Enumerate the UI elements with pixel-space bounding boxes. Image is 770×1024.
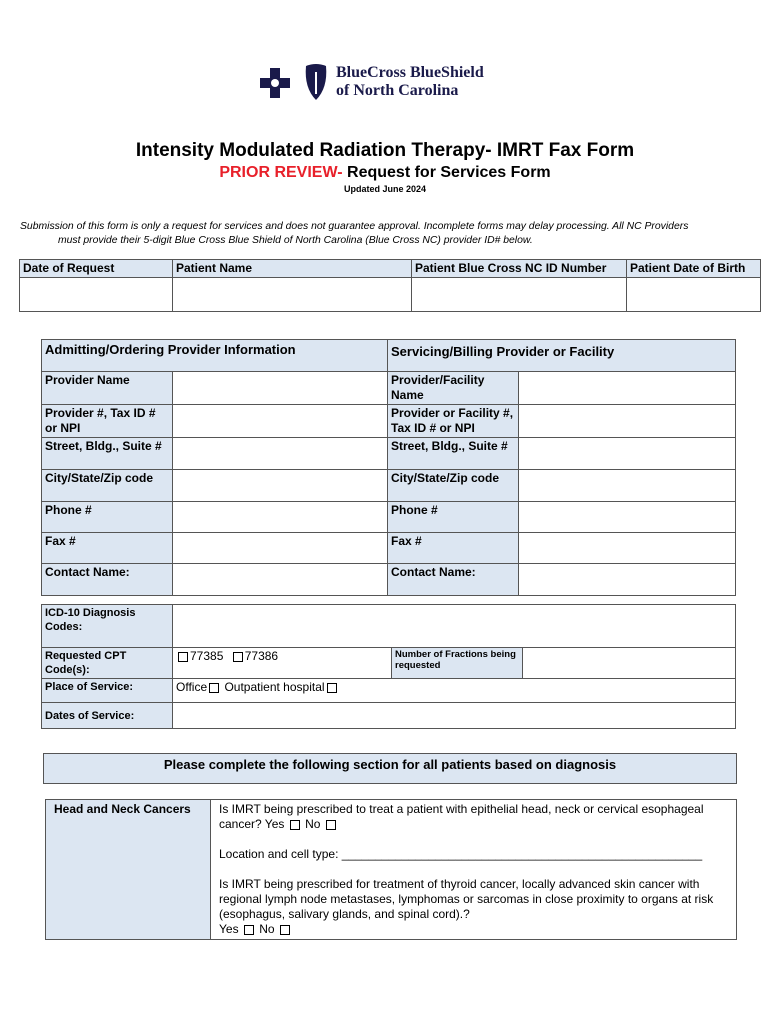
servicing-city-field[interactable] bbox=[519, 470, 736, 502]
servicing-street-field[interactable] bbox=[519, 438, 736, 470]
section-banner: Please complete the following section for all patients based on diagnosis bbox=[43, 753, 737, 784]
head-neck-table bbox=[45, 799, 737, 940]
provider-id-label: Provider #, Tax ID # or NPI bbox=[42, 405, 173, 438]
admitting-contact-label: Contact Name: bbox=[42, 564, 173, 596]
facility-name-field[interactable] bbox=[519, 372, 736, 405]
q2-label: Is IMRT being prescribed for treatment of thyroid cancer, locally advanced skin cancer with regional lymph node metastases, lymphomas or sarcomas in close proximity to organs at risk (esophagus, salivary glands, and spinal cord).? bbox=[219, 877, 714, 921]
prior-review-label: PRIOR REVIEW- bbox=[219, 164, 343, 181]
q1-yes-checkbox[interactable] bbox=[290, 820, 300, 830]
admitting-fax-field[interactable] bbox=[173, 533, 388, 564]
icd-field[interactable] bbox=[173, 605, 736, 648]
location-cell-type: Location and cell type: ______________________________________________________ bbox=[219, 847, 703, 861]
dates-field[interactable] bbox=[173, 703, 736, 729]
request-table bbox=[19, 259, 761, 312]
q1-no-checkbox[interactable] bbox=[326, 820, 336, 830]
diagnosis-table bbox=[41, 604, 736, 729]
org-name-line1: BlueCross BlueShield bbox=[336, 64, 484, 81]
servicing-contact-label: Contact Name: bbox=[388, 564, 519, 596]
servicing-city-label: City/State/Zip code bbox=[388, 470, 519, 502]
admitting-city-label: City/State/Zip code bbox=[42, 470, 173, 502]
page-title: Intensity Modulated Radiation Therapy- IMRT Fax Form bbox=[135, 140, 635, 161]
header-date-of-request: Date of Request bbox=[20, 260, 173, 278]
provider-table bbox=[41, 339, 736, 596]
cpt-label: Requested CPT Code(s): bbox=[42, 648, 173, 679]
cpt-77385-label: 77385 bbox=[190, 649, 224, 663]
servicing-phone-field[interactable] bbox=[519, 502, 736, 533]
q1-text bbox=[219, 802, 728, 832]
facility-id-field[interactable] bbox=[519, 405, 736, 438]
bcbs-logo-icon bbox=[260, 62, 334, 106]
note-line-2: must provide their 5-digit Blue Cross Blue Shield of North Carolina (Blue Cross NC) provider ID# below. bbox=[58, 235, 533, 246]
q2-no-label: No bbox=[259, 922, 275, 936]
admitting-city-field[interactable] bbox=[173, 470, 388, 502]
page-subtitle bbox=[0, 164, 770, 182]
provider-name-field[interactable] bbox=[173, 372, 388, 405]
pos-label: Place of Service: bbox=[42, 679, 173, 703]
pos-office-checkbox[interactable] bbox=[209, 683, 219, 693]
admitting-street-field[interactable] bbox=[173, 438, 388, 470]
updated-date: Updated June 2024 bbox=[343, 184, 427, 194]
pos-outpatient-label: Outpatient hospital bbox=[224, 680, 325, 694]
admitting-fax-label: Fax # bbox=[42, 533, 173, 564]
servicing-fax-field[interactable] bbox=[519, 533, 736, 564]
admitting-phone-field[interactable] bbox=[173, 502, 388, 533]
cpt-options bbox=[173, 648, 392, 679]
admitting-street-label: Street, Bldg., Suite # bbox=[42, 438, 173, 470]
head-neck-questions bbox=[211, 800, 737, 940]
admitting-header: Admitting/Ordering Provider Information bbox=[42, 340, 388, 372]
provider-id-field[interactable] bbox=[173, 405, 388, 438]
org-name-line2: of North Carolina bbox=[336, 82, 459, 99]
servicing-fax-label: Fax # bbox=[388, 533, 519, 564]
fractions-field[interactable] bbox=[523, 648, 736, 679]
q2-yes-checkbox[interactable] bbox=[244, 925, 254, 935]
servicing-street-label: Street, Bldg., Suite # bbox=[388, 438, 519, 470]
submission-note bbox=[20, 220, 755, 248]
servicing-phone-label: Phone # bbox=[388, 502, 519, 533]
facility-name-label: Provider/Facility Name bbox=[388, 372, 519, 405]
pos-outpatient-checkbox[interactable] bbox=[327, 683, 337, 693]
cpt-77386-checkbox[interactable] bbox=[233, 652, 243, 662]
patient-name-field[interactable] bbox=[173, 278, 412, 312]
q1-label: Is IMRT being prescribed to treat a patient with epithelial head, neck or cervical esophageal cancer? Yes bbox=[219, 802, 704, 831]
org-name bbox=[336, 64, 484, 100]
cpt-77386-label: 77386 bbox=[244, 649, 279, 663]
admitting-contact-field[interactable] bbox=[173, 564, 388, 596]
icd-label: ICD-10 Diagnosis Codes: bbox=[42, 605, 173, 648]
q1-no-label: No bbox=[305, 817, 321, 831]
admitting-phone-label: Phone # bbox=[42, 502, 173, 533]
head-neck-label: Head and Neck Cancers bbox=[46, 800, 211, 940]
pos-options bbox=[173, 679, 736, 703]
header-patient-dob: Patient Date of Birth bbox=[627, 260, 761, 278]
header-patient-name: Patient Name bbox=[173, 260, 412, 278]
header-patient-id: Patient Blue Cross NC ID Number bbox=[412, 260, 627, 278]
q2-no-checkbox[interactable] bbox=[280, 925, 290, 935]
fractions-label: Number of Fractions being requested bbox=[392, 648, 523, 679]
q2-answers bbox=[219, 922, 728, 937]
dates-label: Dates of Service: bbox=[42, 703, 173, 729]
provider-name-label: Provider Name bbox=[42, 372, 173, 405]
q2-yes-label: Yes bbox=[219, 922, 239, 936]
patient-dob-field[interactable] bbox=[627, 278, 761, 312]
patient-id-field[interactable] bbox=[412, 278, 627, 312]
date-of-request-field[interactable] bbox=[20, 278, 173, 312]
subtitle-rest: Request for Services Form bbox=[342, 164, 551, 181]
pos-office-label: Office bbox=[176, 680, 208, 694]
cpt-77385-checkbox[interactable] bbox=[178, 652, 188, 662]
note-line-1: Submission of this form is only a request for services and does not guarantee approval. Incomplete forms may delay processing. All NC Providers bbox=[20, 221, 689, 232]
facility-id-label: Provider or Facility #, Tax ID # or NPI bbox=[388, 405, 519, 438]
servicing-contact-field[interactable] bbox=[519, 564, 736, 596]
servicing-header: Servicing/Billing Provider or Facility bbox=[388, 340, 736, 372]
